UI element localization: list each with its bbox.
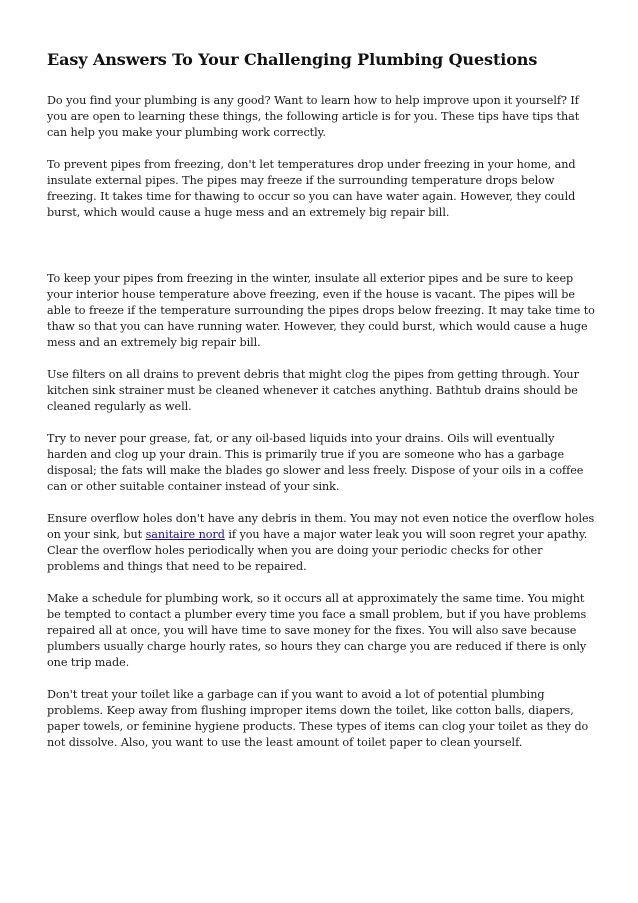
- paragraph-schedule: Make a schedule for plumbing work, so it occurs all at approximately the same time. You might be tempted to contact a plumber every time you face a small problem, but if you have problems repaired all at once, you will have time to save money for the fixes. You will also save because plumbers usually charge hourly rates, so hours they can charge you are reduced if there is only one trip made.: [47, 592, 587, 669]
- page-title: Easy Answers To Your Challenging Plumbing Questions: [47, 50, 538, 69]
- overflow-text-after-link: if you have a major water leak you will soon regret your apathy. Clear the overflow holes periodically when you are doing your periodic checks for other problems and things that need to be repaired.: [47, 528, 588, 573]
- paragraph-winter-pipes: To keep your pipes from freezing in the winter, insulate all exterior pipes and be sure to keep your interior house temperature above freezing, even if the house is vacant. The pipes will be able to freeze if the temperature surrounding the pipes drops below freezing. It may take time to thaw so that you can have running water. However, they could burst, which would cause a huge mess and an extremely big repair bill.: [47, 272, 595, 349]
- paragraph-overflow-holes: [47, 511, 595, 575]
- paragraph-drain-filters: Use filters on all drains to prevent debris that might clog the pipes from getting through. Your kitchen sink strainer must be cleaned whenever it catches anything. Bathtub drains should be cleaned regularly as well.: [47, 368, 579, 413]
- paragraph-intro: Do you find your plumbing is any good? Want to learn how to help improve upon it yourself? If you are open to learning these things, the following article is for you. These tips have tips that can help you make your plumbing work correctly.: [47, 94, 580, 139]
- sanitaire-nord-link[interactable]: sanitaire nord: [145, 528, 225, 541]
- overflow-text-before-link: Ensure overflow holes don't have any debris in them. You may not even notice the overflow holes on your sink, but: [47, 512, 595, 541]
- paragraph-prevent-freezing: To prevent pipes from freezing, don't let temperatures drop under freezing in your home, and insulate external pipes. The pipes may freeze if the surrounding temperature drops below freezing. It takes time for thawing to occur so you can have water again. However, they could burst, which would cause a huge mess and an extremely big repair bill.: [47, 158, 576, 219]
- paragraph-toilet: Don't treat your toilet like a garbage can if you want to avoid a lot of potential plumbing problems. Keep away from flushing improper items down the toilet, like cotton balls, diapers, paper towels, or feminine hygiene products. These types of items can clog your toilet as they do not dissolve. Also, you want to use the least amount of toilet paper to clean yourself.: [47, 688, 589, 749]
- paragraph-grease: Try to never pour grease, fat, or any oil-based liquids into your drains. Oils will eventually harden and clog up your drain. This is primarily true if you are someone who has a garbage disposal; the fats will make the blades go slower and less freely. Dispose of your oils in a coffee can or other suitable container instead of your sink.: [47, 432, 584, 493]
- document-page: [47, 48, 595, 767]
- blank-gap: [47, 237, 595, 271]
